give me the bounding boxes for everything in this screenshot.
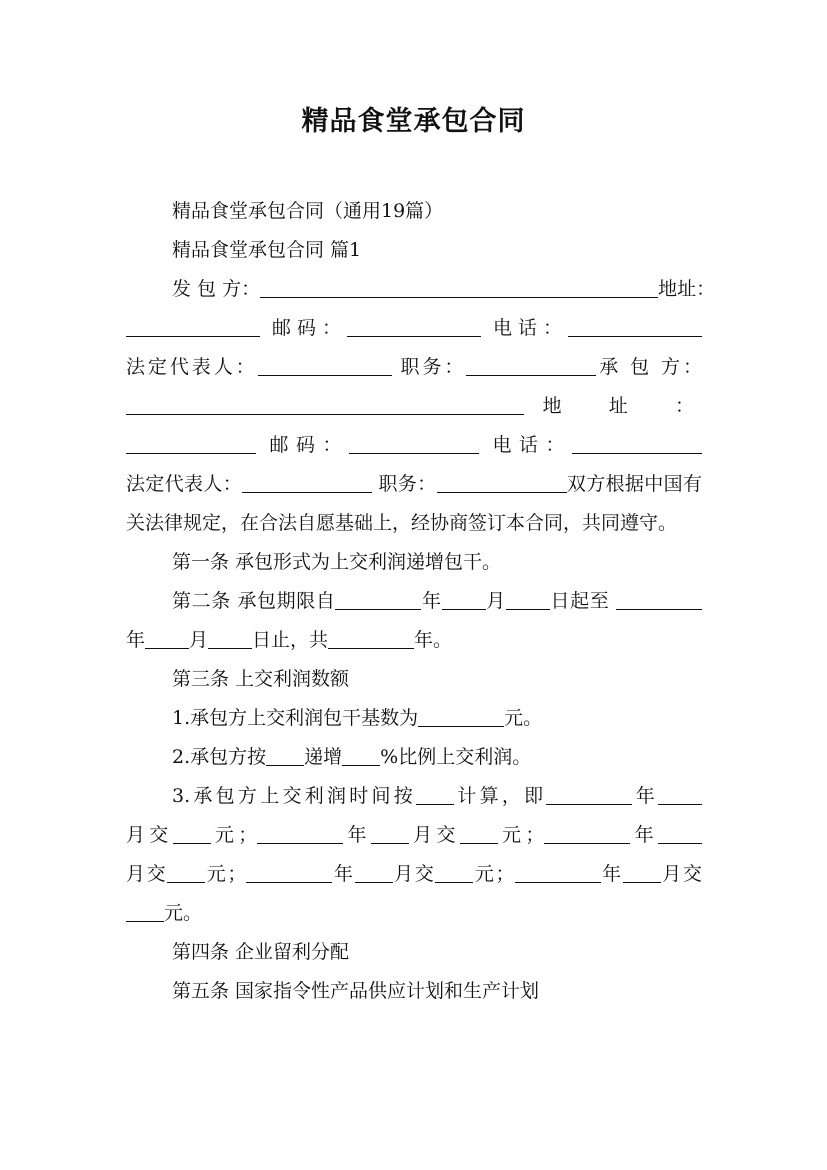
month-label: 月	[189, 629, 209, 651]
day-to-label: 日止，共	[252, 629, 329, 651]
subtitle: 精品食堂承包合同（通用19篇）	[172, 200, 444, 222]
blank-line	[515, 862, 601, 883]
month-pay-label: 月交	[126, 824, 173, 846]
blank-line	[266, 745, 304, 766]
year-label: 年	[421, 590, 442, 612]
blank-line	[347, 316, 481, 337]
article-3-item-2	[126, 738, 702, 777]
phone-label: 电话：	[493, 317, 568, 339]
blank-line	[506, 589, 550, 610]
blank-line	[437, 472, 567, 493]
item-1-text: 1.承包方上交利润包干基数为	[172, 707, 419, 729]
document-title: 精品食堂承包合同	[301, 106, 526, 137]
yuan-label: 元；	[205, 863, 247, 885]
article-3-item-3	[126, 777, 702, 933]
blank-line	[145, 628, 189, 649]
blank-line	[616, 589, 702, 610]
blank-line	[208, 628, 252, 649]
item-1-unit: 元。	[504, 707, 543, 729]
article-4: 第四条 企业留利分配	[172, 941, 350, 963]
yuan-label: 元；	[473, 863, 515, 885]
month-pay-label: 月交	[408, 824, 460, 846]
postcode-label: 邮码：	[272, 317, 347, 339]
position-label: 职务：	[400, 356, 467, 378]
article-2	[126, 582, 702, 660]
blank-line	[658, 784, 702, 805]
year-label: 年	[632, 785, 658, 807]
year-label: 年	[630, 824, 658, 846]
year-label: 年	[126, 629, 146, 651]
blank-line	[126, 316, 260, 337]
item-3-calc: 计算，即	[454, 785, 547, 807]
article-3: 第三条 上交利润数额	[172, 668, 350, 690]
blank-line	[246, 862, 332, 883]
blank-line	[546, 784, 632, 805]
blank-line	[623, 862, 661, 883]
item-2-text: 2.承包方按	[172, 746, 267, 768]
blank-line	[435, 862, 473, 883]
blank-line	[544, 823, 630, 844]
blank-line	[126, 433, 256, 454]
position-label: 职务：	[378, 473, 437, 495]
address-label: 地址：	[658, 278, 716, 300]
blank-line	[173, 823, 211, 844]
part-heading: 精品食堂承包合同 篇1	[172, 239, 362, 261]
yuan-label: 元；	[497, 824, 545, 846]
article-5: 第五条 国家指令性产品供应计划和生产计划	[172, 980, 540, 1002]
agreement-text: 双方根据中国有关法律规定，在合法自愿基础上，经协商签订本合同，共同遵守。	[126, 473, 702, 534]
year-label: 年	[600, 863, 623, 885]
blank-line	[349, 433, 479, 454]
blank-line	[466, 355, 596, 376]
month-label: 月	[485, 590, 506, 612]
legal-rep-label: 法定代表人：	[126, 473, 243, 495]
document-body	[126, 192, 716, 1011]
yuan-end-label: 元。	[164, 902, 203, 924]
blank-line	[258, 355, 392, 376]
blank-line	[658, 823, 702, 844]
blank-line	[416, 784, 454, 805]
blank-line	[167, 862, 205, 883]
blank-line	[442, 589, 486, 610]
party-b-address-label: 地 址 ：	[542, 395, 702, 417]
month-pay-label: 月交	[660, 863, 702, 885]
item-2-increase: 递增	[304, 746, 343, 768]
blank-line	[260, 277, 658, 298]
blank-line	[126, 901, 164, 922]
article-1: 第一条 承包形式为上交利润递增包干。	[172, 551, 502, 573]
end-year-label: 年。	[414, 629, 453, 651]
year-label: 年	[332, 863, 355, 885]
postcode-label: 邮码：	[269, 434, 349, 456]
blank-line	[371, 823, 409, 844]
blank-line	[126, 394, 524, 415]
blank-line	[328, 628, 414, 649]
blank-line	[418, 706, 504, 727]
item-2-rate: %比例上交利润。	[380, 746, 532, 768]
blank-line	[257, 823, 343, 844]
day-from-label: 日起至	[549, 590, 610, 612]
article-2-label: 第二条 承包期限自	[172, 590, 336, 612]
phone-label: 电话：	[492, 434, 572, 456]
legal-rep-label: 法定代表人：	[126, 356, 258, 378]
parties-paragraph	[126, 270, 716, 543]
article-3-item-1	[126, 699, 702, 738]
yuan-label: 元；	[210, 824, 258, 846]
blank-line	[355, 862, 393, 883]
blank-line	[335, 589, 421, 610]
month-pay-label: 月交	[126, 863, 168, 885]
blank-line	[460, 823, 498, 844]
party-a-label: 发 包 方：	[172, 278, 261, 300]
month-pay-label: 月交	[392, 863, 436, 885]
blank-line	[568, 316, 702, 337]
party-b-label: 承 包 方：	[596, 356, 702, 378]
year-label: 年	[343, 824, 371, 846]
blank-line	[572, 433, 702, 454]
item-3-text: 3.承包方上交利润时间按	[172, 785, 417, 807]
blank-line	[242, 472, 372, 493]
blank-line	[342, 745, 380, 766]
